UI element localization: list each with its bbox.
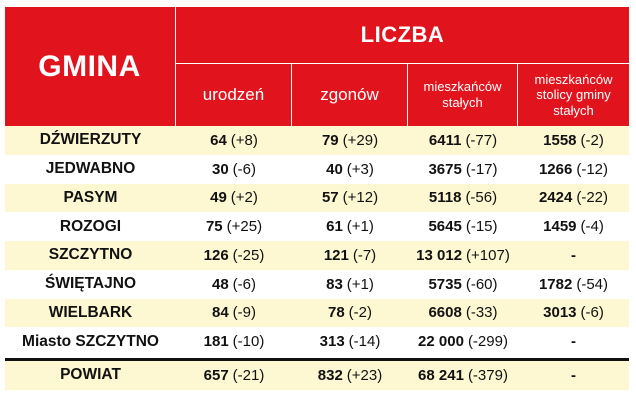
table-header	[5, 7, 629, 126]
cell-change: (-10)	[232, 333, 265, 351]
cell-value: 5645	[428, 218, 462, 236]
header-mieszkancow-stolicy: mieszkańców stolicy gminy stałych	[534, 71, 613, 118]
residents-cell	[408, 304, 518, 321]
births-cell	[176, 218, 292, 235]
gmina-name: DŹWIERZUTY	[39, 131, 142, 149]
cell-value: -	[571, 366, 576, 384]
table-body	[5, 126, 629, 390]
deaths-cell	[292, 367, 408, 384]
cell-value: 6411	[428, 131, 462, 149]
cell-change: (+25)	[226, 218, 263, 236]
gmina-name: SZCZYTNO	[48, 246, 133, 264]
cell-value: 2424	[538, 189, 573, 207]
cell-value: 78	[327, 304, 345, 322]
cell-change: (-6)	[232, 275, 256, 293]
deaths-cell	[292, 218, 408, 235]
births-cell	[176, 304, 292, 321]
deaths-cell	[292, 333, 408, 350]
capital-residents-cell	[518, 132, 629, 149]
gmina-name: Miasto SZCZYTNO	[22, 332, 159, 350]
cell-value: 5118	[428, 189, 462, 207]
header-zgonow: zgonów	[320, 84, 379, 104]
cell-change: (+29)	[342, 131, 379, 149]
header-urodzen: urodzeń	[202, 84, 265, 104]
cell-change: (+107)	[466, 246, 510, 264]
cell-value: 61	[326, 218, 343, 236]
cell-change: (+1)	[346, 275, 374, 293]
cell-change: (-9)	[232, 304, 256, 322]
gmina-name: JEDWABNO	[45, 160, 136, 178]
table-row	[5, 241, 629, 270]
births-cell	[176, 161, 292, 178]
cell-value: 13 012	[416, 246, 463, 264]
capital-residents-cell	[518, 218, 629, 235]
cell-value: 313	[319, 333, 345, 351]
cell-change: (+2)	[230, 189, 258, 207]
cell-value: -	[571, 246, 576, 264]
cell-change: (+8)	[230, 131, 258, 149]
header-liczba: LICZBA	[360, 22, 445, 47]
cell-value: 75	[205, 218, 223, 236]
cell-value: 181	[203, 333, 229, 351]
cell-value: 1558	[543, 131, 577, 149]
cell-change: (-15)	[465, 218, 498, 236]
residents-cell	[408, 189, 518, 206]
deaths-cell	[292, 189, 408, 206]
cell-value: 79	[321, 131, 339, 149]
cell-value: 5735	[428, 275, 462, 293]
cell-change: (-2)	[580, 131, 604, 149]
residents-cell	[408, 247, 518, 264]
cell-value: 1266	[538, 160, 573, 178]
capital-residents-cell	[518, 367, 629, 384]
births-cell	[176, 276, 292, 293]
cell-value: 22 000	[418, 333, 464, 351]
gmina-name: POWIAT	[60, 366, 121, 384]
cell-change: (-22)	[576, 189, 609, 207]
table-row	[5, 184, 629, 213]
deaths-cell	[292, 247, 408, 264]
residents-cell	[408, 132, 518, 149]
cell-value: 126	[203, 246, 229, 264]
cell-value: 657	[203, 366, 229, 384]
cell-value: 121	[323, 246, 349, 264]
gmina-name: WIELBARK	[48, 303, 133, 321]
table-row	[5, 212, 629, 241]
deaths-cell	[292, 304, 408, 321]
cell-value: 1459	[543, 218, 577, 236]
cell-value: 83	[326, 275, 343, 293]
cell-change: (-25)	[232, 246, 265, 264]
cell-value: 68 241	[418, 366, 464, 384]
residents-cell	[408, 161, 518, 178]
cell-value: 64	[210, 131, 227, 149]
cell-change: (-21)	[232, 366, 265, 384]
cell-change: (-6)	[580, 304, 604, 322]
gmina-name: ŚWIĘTAJNO	[45, 275, 136, 293]
cell-change: (+12)	[342, 189, 379, 207]
table-row	[5, 126, 629, 155]
residents-cell	[408, 276, 518, 293]
cell-change: (-299)	[467, 333, 508, 351]
cell-value: 832	[317, 366, 343, 384]
cell-change: (-12)	[576, 160, 609, 178]
births-cell	[176, 189, 292, 206]
capital-residents-cell	[518, 333, 629, 350]
cell-value: 30	[211, 160, 229, 178]
cell-change: (-17)	[465, 160, 498, 178]
cell-value: 84	[211, 304, 229, 322]
gmina-name: ROZOGI	[59, 217, 122, 235]
cell-change: (+23)	[346, 366, 383, 384]
cell-value: 48	[211, 275, 229, 293]
capital-residents-cell	[518, 304, 629, 321]
cell-value: 57	[321, 189, 339, 207]
gmina-name: PASYM	[63, 188, 118, 206]
births-cell	[176, 247, 292, 264]
table-row	[5, 361, 629, 390]
capital-residents-cell	[518, 276, 629, 293]
capital-residents-cell	[518, 189, 629, 206]
cell-change: (+1)	[346, 218, 374, 236]
population-table	[5, 7, 629, 390]
cell-change: (-56)	[465, 189, 498, 207]
table-row	[5, 270, 629, 299]
cell-value: 49	[210, 189, 227, 207]
cell-change: (-7)	[352, 246, 377, 264]
cell-change: (-33)	[465, 304, 498, 322]
table-row	[5, 155, 629, 184]
cell-value: -	[571, 333, 576, 351]
cell-change: (-2)	[348, 304, 372, 322]
cell-value: 6608	[428, 304, 462, 322]
cell-change: (-54)	[576, 275, 609, 293]
cell-change: (-4)	[580, 218, 604, 236]
births-cell	[176, 367, 292, 384]
table-row	[5, 327, 629, 356]
table-row	[5, 299, 629, 328]
deaths-cell	[292, 276, 408, 293]
header-gmina: GMINA	[38, 49, 141, 83]
cell-value: 3013	[543, 304, 577, 322]
cell-value: 1782	[538, 275, 573, 293]
capital-residents-cell	[518, 247, 629, 264]
cell-change: (-77)	[465, 131, 498, 149]
cell-change: (-379)	[467, 366, 508, 384]
residents-cell	[408, 218, 518, 235]
births-cell	[176, 132, 292, 149]
cell-change: (-6)	[232, 160, 256, 178]
residents-cell	[408, 367, 518, 384]
cell-change: (-14)	[348, 333, 381, 351]
cell-value: 3675	[428, 160, 462, 178]
cell-value: 40	[326, 160, 343, 178]
residents-cell	[408, 333, 518, 350]
header-mieszkancow: mieszkańców stałych	[423, 79, 502, 110]
capital-residents-cell	[518, 161, 629, 178]
deaths-cell	[292, 132, 408, 149]
cell-change: (+3)	[346, 160, 374, 178]
births-cell	[176, 333, 292, 350]
cell-change: (-60)	[465, 275, 498, 293]
deaths-cell	[292, 161, 408, 178]
